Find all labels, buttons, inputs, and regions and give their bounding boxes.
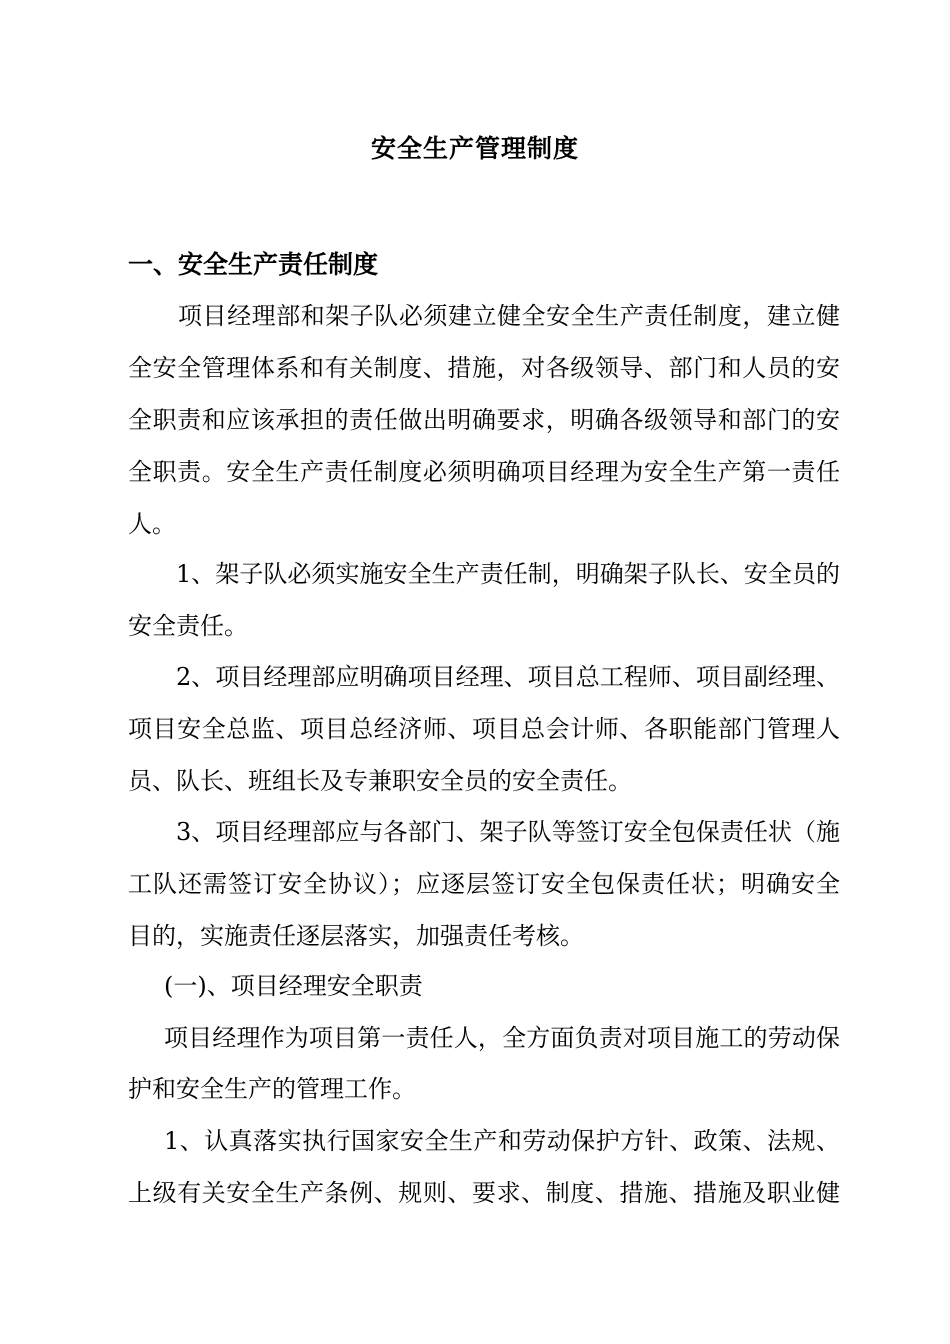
paragraph-line: 安全责任。 xyxy=(128,612,248,640)
section-heading: 一、安全生产责任制度 xyxy=(128,250,379,279)
paragraph-line: 全职责。安全生产责任制度必须明确项目经理为安全生产第一责任 xyxy=(128,458,840,486)
paragraph-line: 目的，实施责任逐层落实，加强责任考核。 xyxy=(128,922,584,950)
paragraph-line: 2、项目经理部应明确项目经理、项目总工程师、项目副经理、 xyxy=(176,663,840,691)
paragraph-line: 项目经理部和架子队必须建立健全安全生产责任制度，建立健 xyxy=(178,302,840,330)
paragraph-line: 全职责和应该承担的责任做出明确要求，明确各级领导和部门的安 xyxy=(128,406,840,434)
paragraph-line: 项目经理作为项目第一责任人，全方面负责对项目施工的劳动保 xyxy=(164,1024,840,1052)
paragraph-line: 全安全管理体系和有关制度、措施，对各级领导、部门和人员的安 xyxy=(128,354,840,382)
paragraph-line: 人。 xyxy=(128,510,176,538)
paragraph-line: 项目安全总监、项目总经济师、项目总会计师、各职能部门管理人 xyxy=(128,715,840,743)
paragraph-line: 上级有关安全生产条例、规则、要求、制度、措施、措施及职业健 xyxy=(128,1179,840,1207)
document-title: 安全生产管理制度 xyxy=(370,134,579,163)
paragraph-line: 1、认真落实执行国家安全生产和劳动保护方针、政策、法规、 xyxy=(164,1127,840,1155)
paragraph-line: 3、项目经理部应与各部门、架子队等签订安全包保责任状（施 xyxy=(176,818,840,846)
paragraph-line: 员、队长、班组长及专兼职安全员的安全责任。 xyxy=(128,767,632,795)
subsection-heading: (一)、项目经理安全职责 xyxy=(164,972,423,1000)
paragraph-line: 护和安全生产的管理工作。 xyxy=(128,1075,416,1103)
paragraph-line: 工队还需签订安全协议）；应逐层签订安全包保责任状；明确安全 xyxy=(128,870,840,898)
paragraph-line: 1、架子队必须实施安全生产责任制，明确架子队长、安全员的 xyxy=(176,560,840,588)
